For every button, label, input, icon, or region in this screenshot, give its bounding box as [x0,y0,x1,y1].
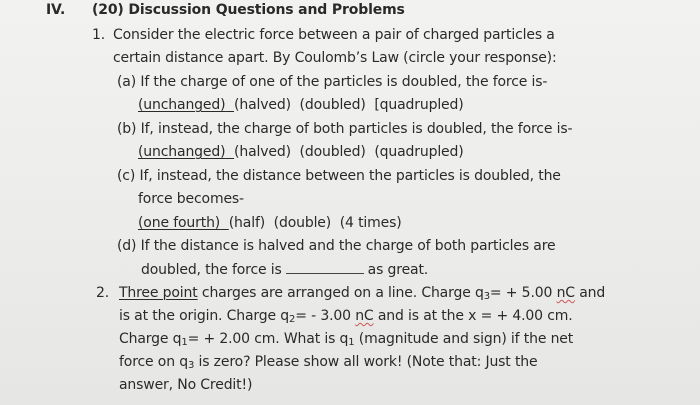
q1c-option-4-times: (4 times) [339,215,402,231]
q1b-options [138,143,464,162]
q1c-text-line2: force becomes- [138,191,244,207]
q1a-option-doubled: (doubled) [299,97,366,113]
q2-line2: is at the origin. Charge $q_2= - 3.00$ nC and is at the x = + 4.00 cm. [119,308,573,325]
q1b-option-doubled: (doubled) [299,144,366,160]
q2-line5: answer, No Credit!) [119,377,253,393]
q1b-option-unchanged: (unchanged) [138,144,226,160]
q1b-option-halved: (halved) [234,144,291,160]
section-title: (20) Discussion Questions and Problems [92,2,405,18]
q1-intro-line2: certain distance apart. By Coulomb’s Law (circle your response): [113,50,557,66]
q2-line3: Charge $q_1= + 2.00$ cm. What is $q_1$ (magnitude and sign) if the net [119,331,574,348]
q2-line1: Three point charges are arranged on a line. Charge $q_3= + 5.00$ nC and [119,285,606,302]
q2-line4: force on $q_3$ is zero? Please show all work! (Note that: Just the [119,354,538,371]
q1d-text-line2 [141,261,428,280]
q2-number: 2. [96,285,110,301]
q1b-option-quadrupled: (quadrupled) [374,144,464,160]
q1a-option-quadrupled: [quadrupled) [374,97,464,113]
q1c-option-double: (double) [273,215,332,231]
q1b-text: (b) If, instead, the charge of both particles is doubled, the force is- [117,121,573,137]
answer-blank[interactable] [286,261,364,274]
q2-three-point: Three point [119,285,198,301]
q1c-option-one-fourth: (one fourth) [138,215,221,231]
q1-intro-line1: Consider the electric force between a pair of charged particles a [113,27,555,43]
q1c-text-line1: (c) If, instead, the distance between the particles is doubled, the [117,168,561,184]
q1a-options [138,96,464,115]
q1d-text-before-blank: doubled, the force is [141,262,282,278]
q1c-options [138,214,402,233]
q1d-text-after-blank: as great. [367,262,429,278]
q1a-option-halved: (halved) [234,97,291,113]
q1d-text-line1: (d) If the distance is halved and the charge of both particles are [117,238,556,254]
q1a-option-unchanged: (unchanged) [138,97,226,113]
q1a-text: (a) If the charge of one of the particles is doubled, the force is- [117,74,548,90]
section-numeral: IV. [46,2,66,18]
q1c-option-half: (half) [228,215,266,231]
q1-number: 1. [92,27,106,43]
